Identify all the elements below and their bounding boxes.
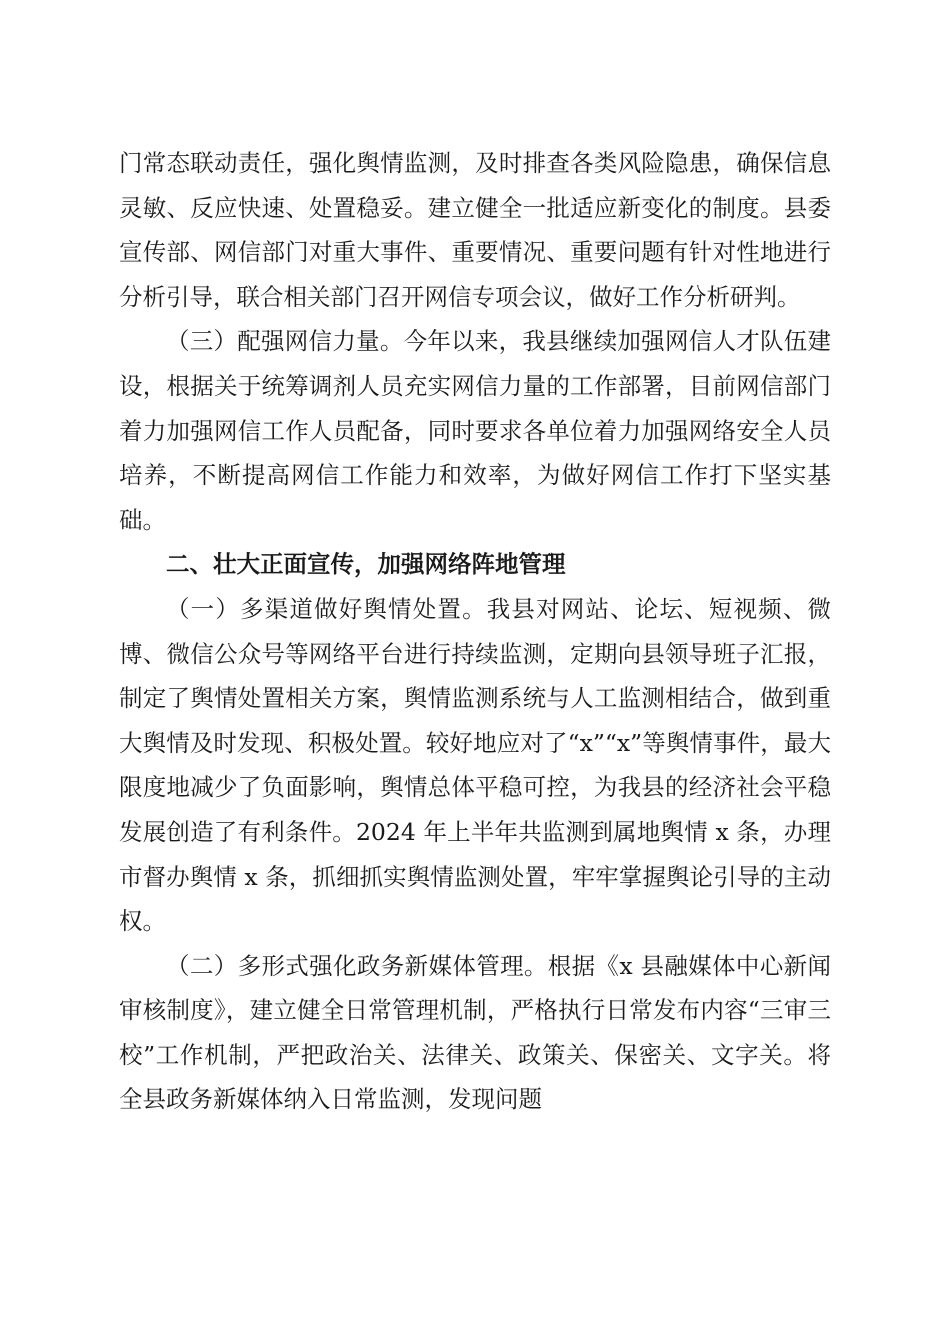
paragraph-subsection-3: （三）配强网信力量。今年以来，我县继续加强网信人才队伍建设，根据关于统筹调剂人员充实网信力量的工作部署，目前网信部门着力加强网信工作人员配备，同时要求各单位着力加强网络安全人员培养，不断提高网信工作能力和效率，为做好网信工作打下坚实基础。 [119, 327, 831, 534]
document-body [119, 141, 831, 1122]
paragraph-continuation: 门常态联动责任，强化舆情监测，及时排查各类风险隐患，确保信息灵敏、反应快速、处置稳妥。建立健全一批适应新变化的制度。县委宣传部、网信部门对重大事件、重要情况、重要问题有针对性地进行分析引导，联合相关部门召开网信专项会议，做好工作分析研判。 [119, 149, 831, 311]
paragraph-subsection-1: （一）多渠道做好舆情处置。我县对网站、论坛、短视频、微博、微信公众号等网络平台进行持续监测，定期向县领导班子汇报，制定了舆情处置相关方案，舆情监测系统与人工监测相结合，做到重大舆情及时发现、积极处置。较好地应对了“x”“x”等舆情事件，最大限度地减少了负面影响，舆情总体平稳可控，为我县的经济社会平稳发展创造了有利条件。2024 年上半年共监测到属地舆情 x 条，办理市督办舆情 x 条，抓细抓实舆情监测处置，牢牢掌握舆论引导的主动权。 [119, 594, 831, 936]
paragraph-subsection-2: （二）多形式强化政务新媒体管理。根据《x 县融媒体中心新闻审核制度》，建立健全日常管理机制，严格执行日常发布内容“三审三校”工作机制，严把政治关、法律关、政策关、保密关、文字关。将全县政务新媒体纳入日常监测，发现问题 [119, 951, 831, 1114]
section-heading-2: 二、壮大正面宣传，加强网络阵地管理 [166, 550, 566, 579]
